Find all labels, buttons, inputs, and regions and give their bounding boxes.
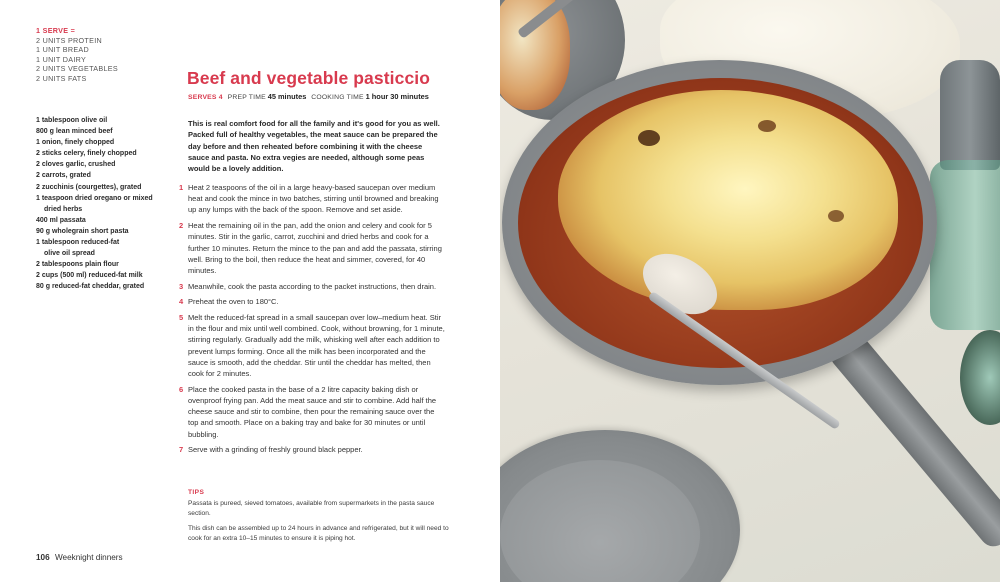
step-number: 6: [179, 384, 184, 394]
step-number: 1: [179, 183, 184, 192]
tip-item: This dish can be assembled up to 24 hours in advance and refrigerated, but it will need to cook for an extra 10–15 minutes to ensure it is piping hot.: [188, 524, 449, 542]
method-step: [179, 220, 445, 276]
cutlery-bundle: [940, 60, 1000, 170]
ingredient-item: 2 tablespoons plain flour: [36, 261, 119, 269]
cheese-topping: [558, 90, 898, 310]
recipe-photo: [500, 0, 1000, 582]
step-number: 7: [179, 445, 184, 455]
method-step: [179, 182, 445, 216]
serve-units-box: [36, 26, 118, 84]
method-steps: [179, 182, 445, 460]
step-text: Melt the reduced-fat spread in a small saucepan over low–medium heat. Stir in the flour and mix until well combined. Cook, without browning, for 1 minute, stirring regularly. Gradually add the milk, whisking well after each addition to prevent lumps forming. Once all the milk has been incorporated and the sauce is smooth, add the cheddar. Stir until the cheddar has melted, then cook for 2 minutes.: [188, 313, 445, 379]
step-text: Heat the remaining oil in the pan, add the onion and celery and cook for 5 minutes. Stir in the garlic, carrot, zucchini and dried herbs and cook for a further 10 minutes. Return the mince to the pan and add the passata, stirring well. Bring to the boil, then reduce the heat and simmer, covered, for 40 minutes.: [188, 221, 442, 275]
ingredient-item: 2 carrots, grated: [36, 172, 91, 180]
frying-pan: [502, 60, 937, 385]
step-number: 4: [179, 297, 184, 307]
step-number: 5: [179, 313, 184, 323]
ingredient-item: 2 cups (500 ml) reduced-fat milk: [36, 272, 143, 280]
serve-title: 1 SERVE =: [36, 26, 76, 35]
ingredient-item: 2 cloves garlic, crushed: [36, 161, 116, 169]
page-number: 106: [36, 553, 50, 562]
ingredient-item: 90 g wholegrain short pasta: [36, 227, 129, 235]
step-number: 2: [179, 221, 184, 231]
serve-unit: 1 UNIT BREAD: [36, 45, 89, 55]
serves-label: SERVES 4: [188, 94, 223, 101]
method-step: [179, 384, 445, 440]
method-step: [179, 312, 445, 379]
tips-title: TIPS: [188, 489, 205, 496]
recipe-title: Beef and vegetable pasticcio: [187, 68, 431, 88]
ingredient-item: 2 zucchinis (courgettes), grated: [36, 183, 142, 191]
ingredient-item: 2 sticks celery, finely chopped: [36, 150, 137, 158]
recipe-meta: [188, 92, 429, 101]
ingredient-item: 1 onion, finely chopped: [36, 139, 115, 147]
page-footer: [36, 553, 123, 562]
method-step: [179, 444, 445, 455]
tip-item: Passata is pureed, sieved tomatoes, available from supermarkets in the pasta sauce section.: [188, 500, 435, 518]
prep-time-value: 45 minutes: [267, 92, 307, 101]
ingredient-item: 1 tablespoon olive oil: [36, 117, 108, 124]
step-text: Meanwhile, cook the pasta according to the packet instructions, then drain.: [188, 281, 437, 291]
ingredient-item: 400 ml passata: [36, 216, 86, 224]
glass-jar: [930, 160, 1000, 330]
serve-unit: 2 UNITS PROTEIN: [36, 35, 103, 45]
method-step: [179, 296, 445, 307]
step-number: 3: [179, 281, 184, 291]
ingredients-list: [36, 115, 176, 293]
prep-time-label: PREP TIME: [227, 94, 266, 101]
ingredient-item: 1 tablespoon reduced-fat olive oil spread: [36, 239, 120, 258]
step-text: Serve with a grinding of freshly ground black pepper.: [188, 445, 363, 455]
meat-sauce: [518, 78, 923, 368]
step-text: Heat 2 teaspoons of the oil in a large heavy-based saucepan over medium heat and cook the mince in two batches, stirring until browned and breaking up any lumps with the back of the spoon. Remove and set aside.: [188, 183, 439, 215]
ingredient-item: 1 teaspoon dried oregano or mixed dried herbs: [36, 194, 153, 213]
step-text: Preheat the oven to 180°C.: [188, 297, 279, 307]
ingredient-item: 800 g lean minced beef: [36, 128, 113, 136]
ingredient-item: 80 g reduced-fat cheddar, grated: [36, 283, 145, 291]
recipe-intro: This is real comfort food for all the family and it's good for you as well. Packed full of healthy vegetables, the meat sauce can be prepared the day before and then reheated before combining it with the cheese sauce and pasta. No extra vegies are needed, although some peas would be a lovely addition.: [188, 119, 440, 174]
section-name: Weeknight dinners: [54, 553, 123, 562]
serve-unit: 2 UNITS VEGETABLES: [36, 64, 118, 74]
cooking-time-label: COOKING TIME: [311, 94, 364, 101]
step-text: Place the cooked pasta in the base of a 2 litre capacity baking dish or ovenproof frying pan. Add the meat sauce and stir to combine. Add half the cheese sauce and stir to combine, then pour the remaining sauce over the top and smooth. Place on a baking tray and bake for 30 minutes or until bubbling.: [188, 384, 437, 439]
cooking-time-value: 1 hour 30 minutes: [365, 92, 429, 101]
serve-unit: 1 UNIT DAIRY: [36, 54, 87, 64]
serve-unit: 2 UNITS FATS: [36, 73, 87, 83]
method-step: [179, 281, 445, 292]
tips-box: [188, 488, 450, 548]
